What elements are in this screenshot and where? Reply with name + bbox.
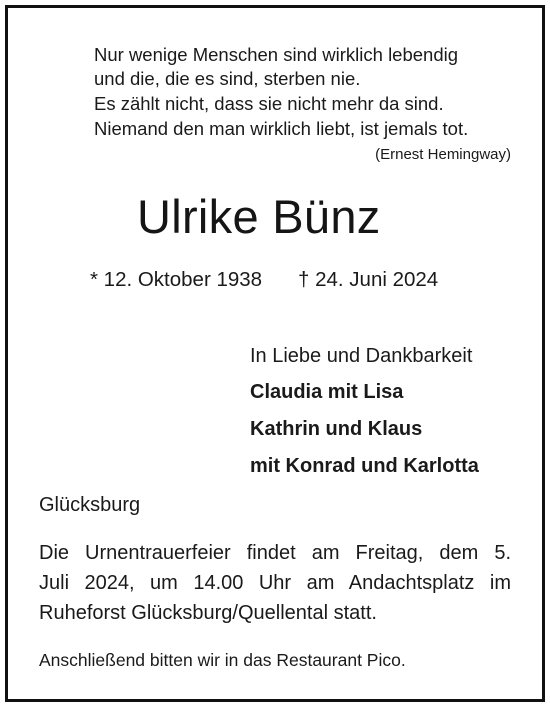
ceremony-line: Ruheforst Glücksburg/Quellental statt. xyxy=(39,602,377,624)
mourner-name: mit Konrad und Karlotta xyxy=(250,455,479,477)
birth-date: * 12. Oktober 1938 xyxy=(90,268,263,291)
place-name: Glücksburg xyxy=(39,494,141,516)
quote-line: und die, die es sind, sterben nie. xyxy=(94,68,361,89)
mourner-name: Claudia mit Lisa xyxy=(250,381,404,403)
mourners-intro: In Liebe und Dankbarkeit xyxy=(250,345,473,367)
ceremony-line: Die Urnentrauerfeier findet am Freitag, dem 5. xyxy=(39,542,511,564)
quote-line: Niemand den man wirklich liebt, ist jemals tot. xyxy=(94,118,469,139)
deceased-name: Ulrike Bünz xyxy=(137,190,381,243)
ceremony-info xyxy=(39,538,511,628)
mourner-name: Kathrin und Klaus xyxy=(250,418,423,440)
quote-line: Es zählt nicht, dass sie nicht mehr da sind. xyxy=(94,93,444,114)
death-date: † 24. Juni 2024 xyxy=(298,268,439,291)
reception-note: Anschließend bitten wir in das Restaurant Pico. xyxy=(39,650,406,670)
quote-line: Nur wenige Menschen sind wirklich lebendig xyxy=(94,44,459,65)
ceremony-line: Juli 2024, um 14.00 Uhr am Andachtsplatz im xyxy=(39,572,511,594)
quote-author: (Ernest Hemingway) xyxy=(375,146,511,163)
